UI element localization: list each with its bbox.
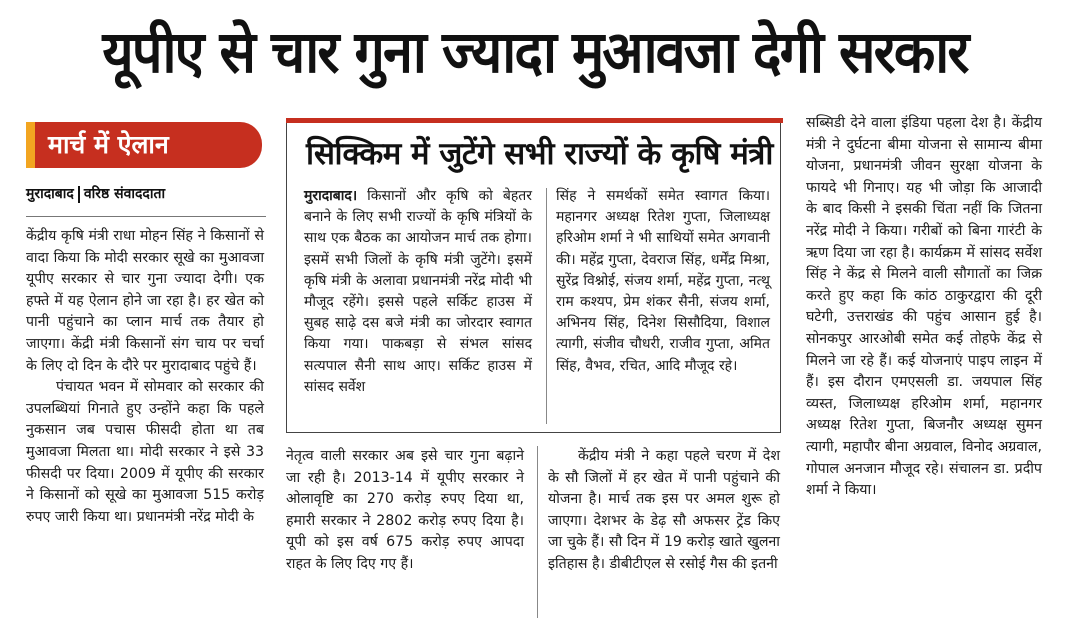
byline-place: मुरादाबाद [26,186,74,202]
boxed-story-dateline: मुरादाबाद। [304,188,358,204]
boxed-story-left-text [304,186,532,398]
boxed-story-column-divider [546,188,547,424]
column-1 [26,226,264,528]
section-kicker: मार्च में ऐलान [26,122,262,168]
column-2 [286,446,524,576]
byline-author: वरिष्ठ संवाददाता [83,186,166,202]
column-divider-2-3 [537,446,538,618]
column-4 [806,113,1042,502]
boxed-story-right-column [556,186,770,377]
byline [26,184,266,203]
boxed-story-right-text: सिंह ने समर्थकों समेत स्वागत किया। महानगर अध्यक्ष रितेश गुप्ता, जिलाध्यक्ष हरिओम शर्मा ने भी साथियों समेत अगवानी की। महेंद्र गुप्ता, देवराज सिंह, धर्मेंद्र मिश्रा, सुरेंद्र विश्नोई, संजय शर्मा, महेंद्र गुप्ता, नत्थू राम कश्यप, प्रेम शंकर सैनी, संजय शर्मा, अभिनय सिंह, दिनेश सिसौदिया, विशाल त्यागी, संजीव चौधरी, राजीव गुप्ता, अमित सिंह, वैभव, रचित, आदि मौजूद रहे। [556,188,770,374]
col1-paragraph-2: पंचायत भवन में सोमवार को सरकार की उपलब्धियां गिनाते हुए उन्होंने कहा कि पहले नुकसान जब पचास फीसदी होता था तब मुआवजा मिलता था। मोदी सरकार ने इसे 33 फीसदी पर दिया। 2009 में यूपीए की सरकार ने किसानों को सूखे का मुआवजा 515 करोड़ रुपए जारी किया था। प्रधानमंत्री नरेंद्र मोदी के [26,379,264,525]
boxed-story-title: सिक्किम में जुटेंगे सभी राज्यों के कृषि मंत्री [306,136,773,172]
byline-rule [26,216,266,217]
column-3 [548,446,780,576]
col2-paragraph: नेतृत्व वाली सरकार अब इसे चार गुना बढ़ाने जा रही है। 2013-14 में यूपीए सरकार ने ओलावृष्टि का 270 करोड़ रुपए दिया था, हमारी सरकार ने 2802 करोड़ रुपए दिया है। यूपी को इस वर्ष 675 करोड़ रुपए आपदा राहत के लिए दिए गए हैं। [286,448,524,572]
col4-paragraph: सब्सिडी देने वाला इंडिया पहला देश है। केंद्रीय मंत्री ने दुर्घटना बीमा योजना से सामान्य बीमा योजना, प्रधानमंत्री जीवन सुरक्षा योजना के फायदे भी गिनाए। यह भी जोड़ा कि आजादी के बाद किसी ने इसकी चिंता नहीं कि जितना नरेंद्र मोदी ने किया। गरीबों को बिना गारंटी के ऋण दिया जा रहा है। कार्यक्रम में सांसद सर्वेश सिंह ने केंद्र से मिलने वाली सौगातों का जिक्र करते हुए कहा कि कांठ ठाकुरद्वारा की दूरी घटेगी, उत्तराखंड की पहुंच आसान हुई है। सोनकपुर आरओबी समेत कई तोहफे केंद्र से मिलने जा रहे हैं। कई योजनाएं पाइप लाइन में हैं। इस दौरान एमएसली डा. जयपाल सिंह व्यस्त, जिलाध्यक्ष हरिओम शर्मा, महानगर अध्यक्ष रितेश गुप्ता, बिजनौर अध्यक्ष सुमन त्यागी, महापौर बीना अग्रवाल, विनोद अग्रवाल, गोपाल अनजान मौजूद रहे। संचालन डा. प्रदीप शर्मा ने किया। [806,115,1042,499]
byline-divider [78,186,80,203]
col1-paragraph-1: केंद्रीय कृषि मंत्री राधा मोहन सिंह ने किसानों से वादा किया कि मोदी सरकार सूखे का मुआवजा यूपीए सरकार से चार गुना ज्यादा देगी। एक हफ्ते में यह ऐलान होने जा रहा है। हर खेत को पानी पहुंचाने का प्लान मार्च तक तैयार हो जाएगा। केंद्री मंत्री किसानों संग चाय पर चर्चा के लिए दो दिन के दौरे पर मुरादाबाद पहुंचे हैं। [26,228,264,374]
boxed-story-left-body: किसानों और कृषि को बेहतर बनाने के लिए सभी राज्यों के कृषि मंत्रियों के साथ एक बैठक का आयोजन मार्च तक होगा। इसमें सभी जिलों के कृषि मंत्री जुटेंगे। इसमें कृषि मंत्री के अलावा प्रधानमंत्री नरेंद्र मोदी भी मौजूद रहेंगे। इससे पहले सर्किट हाउस में सुबह साढ़े दस बजे मंत्री का जोरदार स्वागत किया गया। पाकबड़ा से संभल सांसद सत्यपाल सैनी साथ आए। सर्किट हाउस में सांसद सर्वेश [304,188,533,395]
col3-paragraph: केंद्रीय मंत्री ने कहा पहले चरण में देश के सौ जिलों में हर खेत में पानी पहुंचाने की योजना है। मार्च तक इस पर अमल शुरू हो जाएगा। देशभर के डेढ़ सौ अफसर ट्रेंड किए जा चुके हैं। सौ दिन में 19 करोड़ खाते खुलना इतिहास है। डीबीटीएल से रसोई गैस की इतनी [548,448,780,572]
boxed-story-left-column [304,186,532,398]
headline: यूपीए से चार गुना ज्यादा मुआवजा देगी सरकार [102,18,968,86]
